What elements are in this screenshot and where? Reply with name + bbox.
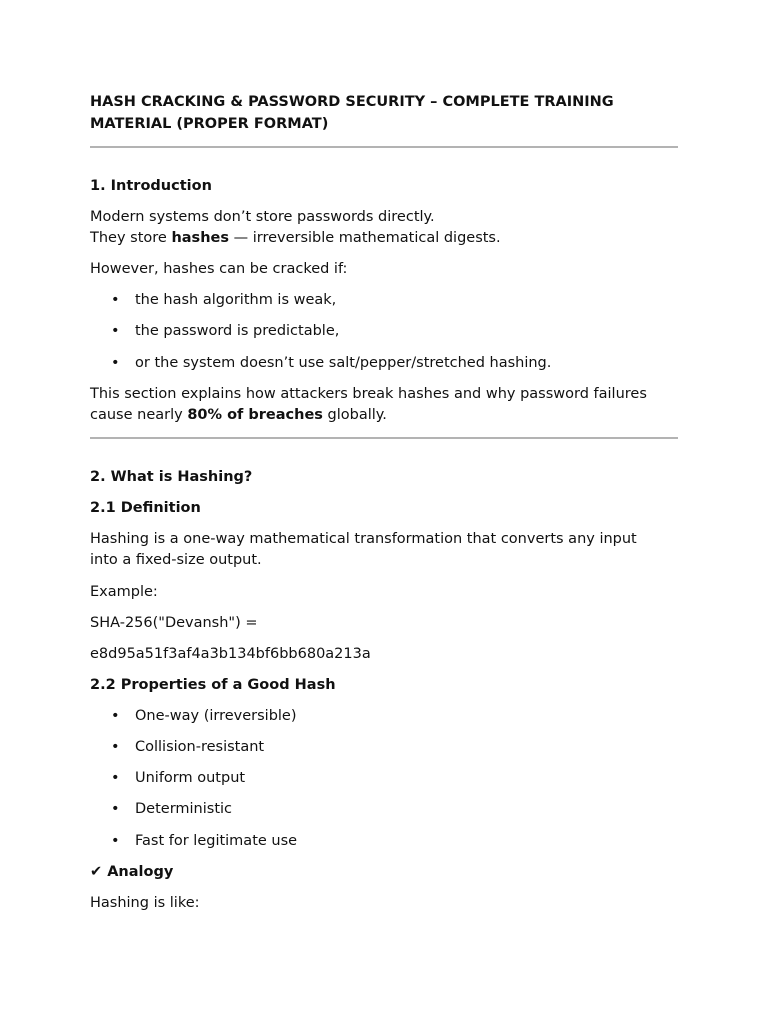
list-item-text: Uniform output — [135, 770, 246, 786]
bullet-icon: • — [111, 323, 120, 339]
list-item — [90, 321, 678, 342]
list-item — [90, 706, 678, 727]
bullet-icon: • — [111, 292, 120, 308]
title-line-2: MATERIAL (PROPER FORMAT) — [90, 116, 329, 132]
analogy-heading: ✔ Analogy — [90, 864, 174, 880]
paragraph-text: globally. — [322, 407, 387, 423]
list-item — [90, 737, 678, 758]
title-line-1: HASH CRACKING & PASSWORD SECURITY – COMPLETE TRAINING — [90, 94, 614, 110]
list-item — [90, 831, 678, 852]
list-item — [90, 353, 678, 374]
list-item-text: or the system doesn’t use salt/pepper/stretched hashing. — [135, 355, 552, 371]
bold-term-breaches: 80% of breaches — [187, 407, 323, 423]
paragraph-line: This section explains how attackers break hashes and why password failures — [90, 386, 647, 402]
list-item-text: One-way (irreversible) — [135, 708, 297, 724]
list-item — [90, 768, 678, 789]
properties-list — [90, 706, 678, 852]
paragraph-text: They store — [90, 230, 172, 246]
list-item-text: Collision-resistant — [135, 739, 265, 755]
bullet-icon: • — [111, 739, 120, 755]
document-content — [90, 91, 678, 914]
section-2-heading: 2. What is Hashing? — [90, 469, 253, 485]
bullet-icon: • — [111, 833, 120, 849]
example-label: Example: — [90, 584, 158, 600]
section-1-paragraph-2: However, hashes can be cracked if: — [90, 261, 348, 277]
subsection-2-1-heading: 2.1 Definition — [90, 500, 201, 516]
list-item — [90, 290, 678, 311]
bullet-icon: • — [111, 801, 120, 817]
list-item — [90, 799, 678, 820]
section-1-bullet-list — [90, 290, 678, 374]
section-1-paragraph-3 — [90, 384, 678, 426]
definition-paragraph — [90, 529, 678, 571]
section-1-paragraph-1 — [90, 207, 678, 249]
section-1-heading: 1. Introduction — [90, 178, 212, 194]
subsection-2-2-heading: 2.2 Properties of a Good Hash — [90, 677, 336, 693]
bullet-icon: • — [111, 770, 120, 786]
paragraph-line: into a fixed-size output. — [90, 552, 262, 568]
example-code: SHA-256("Devansh") = — [90, 615, 258, 631]
analogy-text: Hashing is like: — [90, 895, 200, 911]
paragraph-line: Modern systems don’t store passwords directly. — [90, 209, 435, 225]
list-item-text: the hash algorithm is weak, — [135, 292, 337, 308]
document-title — [90, 91, 678, 135]
paragraph-line: Hashing is a one-way mathematical transformation that converts any input — [90, 531, 637, 547]
paragraph-text: cause nearly — [90, 407, 188, 423]
bold-term-hashes: hashes — [171, 230, 229, 246]
paragraph-text: — irreversible mathematical digests. — [228, 230, 501, 246]
divider — [90, 437, 678, 439]
list-item-text: Fast for legitimate use — [135, 833, 298, 849]
divider — [90, 146, 678, 148]
example-hash: e8d95a51f3af4a3b134bf6bb680a213a — [90, 646, 371, 662]
list-item-text: Deterministic — [135, 801, 233, 817]
list-item-text: the password is predictable, — [135, 323, 340, 339]
bullet-icon: • — [111, 355, 120, 371]
bullet-icon: • — [111, 708, 120, 724]
